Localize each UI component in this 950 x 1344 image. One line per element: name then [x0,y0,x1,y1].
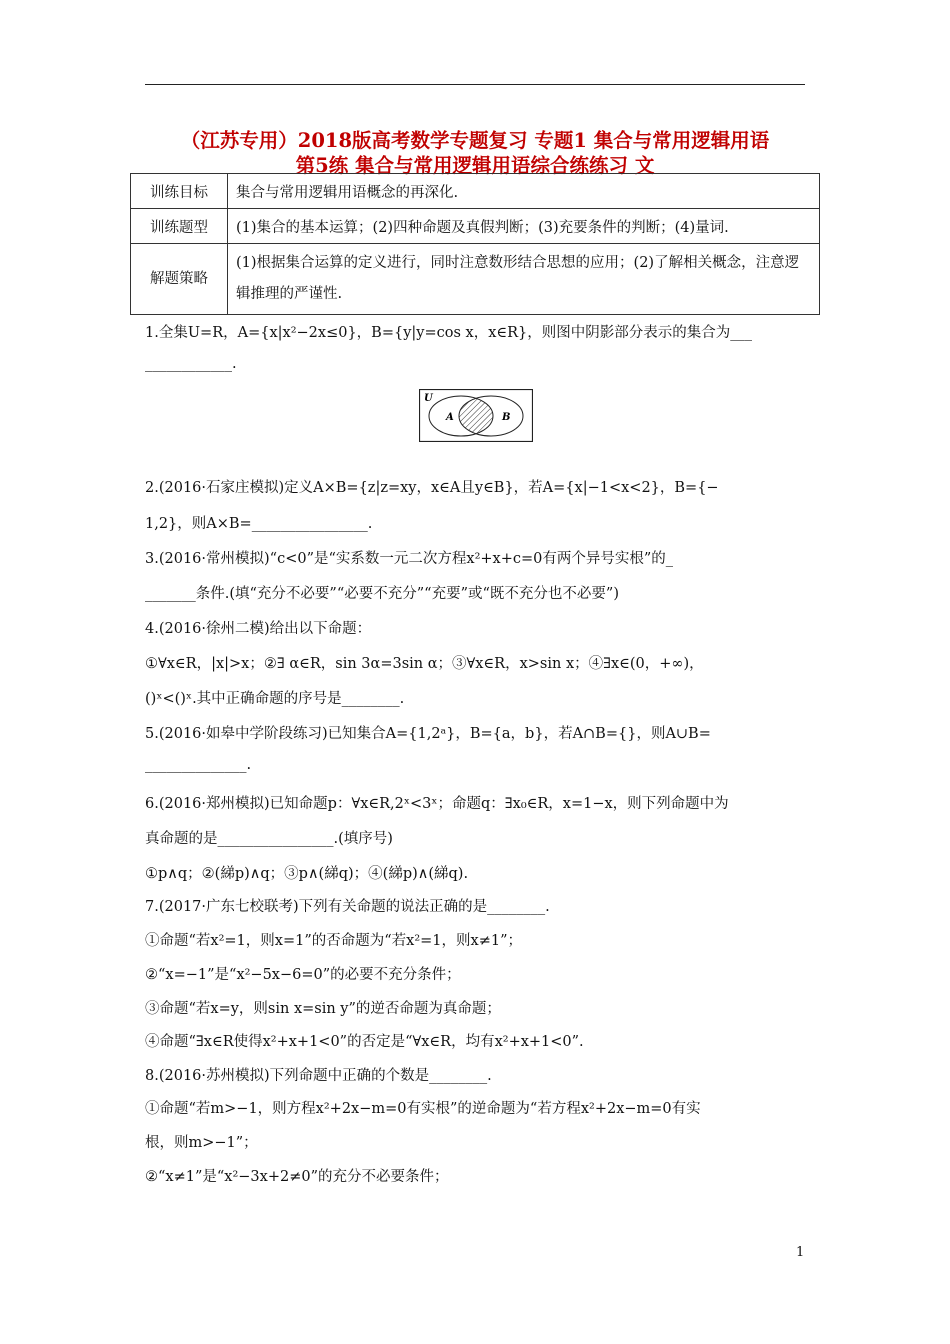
problem-7-line-1: 7.(2017·广东七校联考)下列有关命题的说法正确的是________. [145,899,550,915]
problem-4-line-1: 4.(2016·徐州二模)给出以下命题： [145,621,372,637]
problem-7-line-3: ②“x=−1”是“x²−5x−6=0”的必要不充分条件； [145,967,461,983]
problem-8-line-3: 根，则m>−1”； [145,1135,258,1151]
table-row [131,174,820,209]
row-key-strategy: 解题策略 [131,244,228,315]
problem-5-line-2: ______________. [145,757,252,773]
row-key-goal: 训练目标 [131,174,228,209]
row-value-goal: 集合与常用逻辑用语概念的再深化. [228,174,820,209]
problem-6-line-2: 真命题的是________________.(填序号) [145,831,393,847]
table-row [131,209,820,244]
problem-4-line-3: ()ˣ<()ˣ.其中正确命题的序号是________. [145,691,405,707]
problem-8-line-1: 8.(2016·苏州模拟)下列命题中正确的个数是________. [145,1068,492,1084]
row-value-types: (1)集合的基本运算；(2)四种命题及真假判断；(3)充要条件的判断；(4)量词. [228,209,820,244]
training-info-table [130,173,820,315]
table-row [131,244,820,315]
row-key-types: 训练题型 [131,209,228,244]
problem-7-line-2: ①命题“若x²=1，则x=1”的否命题为“若x²=1，则x≠1”； [145,933,522,949]
problem-3-line-1: 3.(2016·常州模拟)“c<0”是“实系数一元二次方程x²+x+c=0有两个异号实根”的_ [145,551,674,567]
problem-6-line-3: ①p∧q；②(綈p)∧q；③p∧(綈q)；④(綈p)∧(綈q). [145,866,469,882]
venn-diagram [419,389,533,442]
problem-5-line-1: 5.(2016·如皋中学阶段练习)已知集合A={1,2ᵃ}，B={a，b}，若A∩B={}，则A∪B= [145,726,711,742]
document-title-line2: 第5练 集合与常用逻辑用语综合练练习 文 [295,154,655,177]
problem-2-line-1: 2.(2016·石家庄模拟)定义A×B={z|z=xy，x∈A且y∈B}，若A={x|−1<x<2}，B={− [145,480,719,496]
set-b-label: B [502,412,511,423]
page-number: 1 [796,1245,805,1260]
problem-4-line-2: ①∀x∈R，|x|>x；②∃ α∈R，sin 3α=3sin α；③∀x∈R，x>sin x；④∃x∈(0，+∞)， [145,656,704,672]
problem-3-line-2: _______条件.(填“充分不必要”“必要不充分”“充要”或“既不充分也不必要”) [145,586,619,602]
problem-6-line-1: 6.(2016·郑州模拟)已知命题p：∀x∈R,2ˣ<3ˣ；命题q：∃x₀∈R，x=1−x，则下列命题中为 [145,796,729,812]
problem-7-line-4: ③命题“若x=y，则sin x=sin y”的逆否命题为真命题； [145,1001,501,1017]
document-title-line1: （江苏专用）2018版高考数学专题复习 专题1 集合与常用逻辑用语 [180,129,770,152]
set-a-label: A [446,412,454,423]
problem-8-line-4: ②“x≠1”是“x²−3x+2≠0”的充分不必要条件； [145,1169,449,1185]
problem-7-line-5: ④命题“∃x∈R使得x²+x+1<0”的否定是“∀x∈R，均有x²+x+1<0”. [145,1034,584,1050]
problem-1-line-2: ____________. [145,356,237,372]
universe-label: U [424,393,433,404]
header-rule [145,84,805,85]
problem-1-line-1: 1.全集U=R，A={x|x²−2x≤0}，B={y|y=cos x，x∈R}，则图中阴影部分表示的集合为___ [145,325,753,341]
problem-8-line-2: ①命题“若m>−1，则方程x²+2x−m=0有实根”的逆命题为“若方程x²+2x−m=0有实 [145,1101,701,1117]
problem-2-line-2: 1,2}，则A×B=________________. [145,516,373,532]
row-value-strategy: (1)根据集合运算的定义进行，同时注意数形结合思想的应用；(2)了解相关概念，注意逻辑推理的严谨性. [228,244,820,315]
